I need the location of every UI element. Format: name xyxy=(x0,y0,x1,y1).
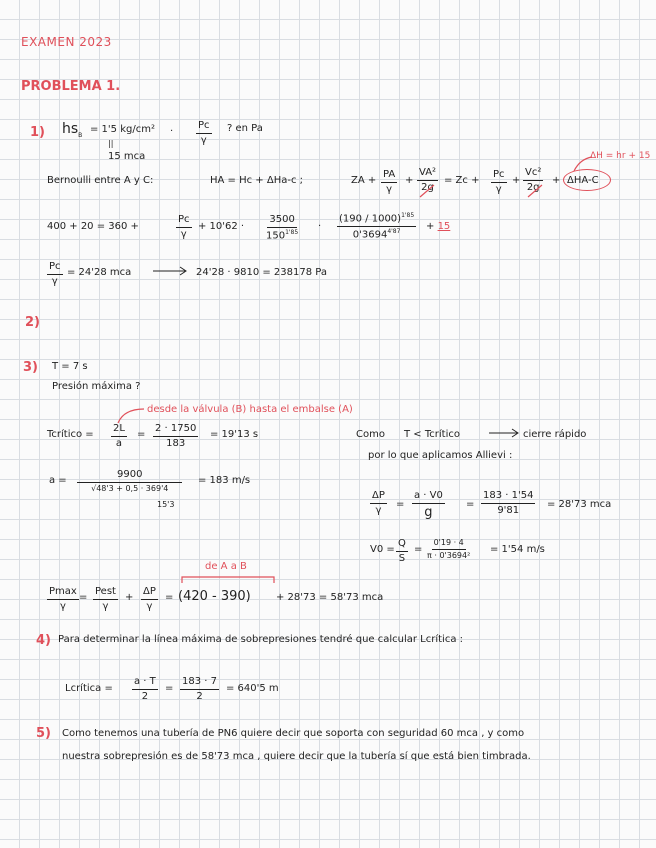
hs-subscript: B xyxy=(78,131,83,139)
gamma-denominator: γ xyxy=(51,276,58,287)
pc-over-gamma-3 xyxy=(176,215,192,240)
den-3694: 0'3694 xyxy=(352,229,388,241)
frac-av0-g xyxy=(412,491,445,519)
frac-dp-gamma xyxy=(370,491,387,516)
frac-019-pi xyxy=(427,539,470,560)
num-190: (190 / 1000) xyxy=(339,213,402,225)
delta-h-ac: ΔHA-C xyxy=(567,175,599,186)
frac-celerity xyxy=(77,470,182,493)
frac-190 xyxy=(337,213,416,241)
num-q: Q xyxy=(396,539,408,552)
hs-mca: 15 mca xyxy=(108,151,146,162)
hs-label xyxy=(62,122,82,139)
t-less-tcrit: T < Tcrítico xyxy=(404,429,460,440)
gamma-denominator: γ xyxy=(200,135,207,146)
twog-denominator: 2g xyxy=(526,182,540,193)
plus-sign-2: + xyxy=(512,175,521,186)
frac-pest xyxy=(93,587,118,612)
equals-6: = xyxy=(165,592,174,603)
den-2b: 2 xyxy=(196,691,203,702)
den-153: 15'3 xyxy=(157,500,175,509)
note-a-to-b: de A a B xyxy=(205,561,247,572)
pa-numerator: PA xyxy=(381,170,397,183)
num-at: a · T xyxy=(132,677,158,690)
num-183x7: 183 · 7 xyxy=(180,677,219,690)
t-value: T = 7 s xyxy=(52,361,88,372)
equals-mark: || xyxy=(108,139,114,148)
num-3500: 3500 xyxy=(267,215,296,228)
gamma-denominator: γ xyxy=(102,601,109,612)
den-183: 183 xyxy=(166,438,186,449)
pc-numerator: Pc xyxy=(47,262,63,275)
lcrit-result: = 640'5 m xyxy=(226,683,279,694)
hs-symbol: hs xyxy=(62,121,79,137)
line2-start: 400 + 20 = 360 + xyxy=(47,221,139,232)
pc-numerator: Pc xyxy=(196,121,212,134)
frac-3500-183 xyxy=(153,424,198,449)
equals-2: = xyxy=(396,499,405,510)
frac-at-2 xyxy=(132,677,158,702)
equals-1: = xyxy=(137,429,146,440)
gamma-denominator: γ xyxy=(386,184,393,195)
equals-4: = xyxy=(414,544,423,555)
twog-denominator: 2g xyxy=(421,182,434,193)
tcrit-label: Tcrítico = xyxy=(47,429,94,440)
pc-over-gamma xyxy=(196,121,212,146)
hs-value: = 1'5 kg/cm² xyxy=(90,124,155,135)
gamma-denominator: γ xyxy=(59,601,66,612)
bernoulli-label: Bernoulli entre A y C: xyxy=(47,175,154,186)
gamma-denominator: γ xyxy=(180,229,187,240)
num-dp: ΔP xyxy=(141,587,158,600)
frac-3500 xyxy=(266,215,298,241)
den-2: 2 xyxy=(141,691,149,702)
exam-title: EXAMEN 2023 xyxy=(21,35,112,49)
num-019: 0'19 · 4 xyxy=(432,539,466,550)
num-9900: 9900 xyxy=(77,470,182,483)
frac-183x7 xyxy=(180,677,219,702)
bernoulli-eq1: HA = Hc + ΔHa-c ; xyxy=(210,175,303,186)
note-valve: desde la válvula (B) hasta el embalse (A) xyxy=(147,404,353,415)
dp-result: = 28'73 mca xyxy=(547,499,612,510)
problem-title: PROBLEMA 1. xyxy=(21,79,121,94)
note-delta-h: ΔH = hr + 15 xyxy=(590,151,651,161)
strike-marks-icon xyxy=(418,183,548,199)
lcrit-label: Lcrítica = xyxy=(65,683,113,694)
v0-label: V0 = xyxy=(370,544,395,555)
num-pmax: Pmax xyxy=(47,587,79,600)
frac-2l-a xyxy=(111,424,127,449)
exp-185b: 1'85 xyxy=(401,212,415,219)
item-5-number: 5) xyxy=(36,726,51,741)
gamma-denominator: γ xyxy=(495,184,502,195)
den-a: a xyxy=(115,438,123,449)
plus-sign-3: + xyxy=(552,175,561,186)
result-mca: = 24'28 mca xyxy=(67,267,132,278)
num-dp: ΔP xyxy=(370,491,387,504)
frac-pmax xyxy=(47,587,79,612)
gamma-denominator: γ xyxy=(375,505,382,516)
va2-numerator: VA² xyxy=(417,168,438,181)
dot-sep: . xyxy=(170,123,174,134)
tcrit-result: = 19'13 s xyxy=(210,429,259,440)
equals-7: = xyxy=(165,683,174,694)
pressure-question: Presión máxima ? xyxy=(52,381,141,392)
equals-3: = xyxy=(466,499,475,510)
gamma-denominator: γ xyxy=(146,601,153,612)
den-g: g xyxy=(424,505,433,520)
bernoulli-za: ZA + xyxy=(351,175,377,186)
a-label: a = xyxy=(49,475,67,486)
den-150: 150 xyxy=(266,230,286,242)
unknown-pa: ? en Pa xyxy=(227,123,263,134)
item-3-number: 3) xyxy=(23,360,38,375)
plus-15: + 15 xyxy=(426,221,451,232)
exp-487: 4'87 xyxy=(387,228,401,236)
equals-5: = xyxy=(79,592,88,603)
num-2l: 2L xyxy=(111,424,127,437)
plus-sign-4: + xyxy=(125,592,134,603)
item-5-line1: Como tenemos una tubería de PN6 quiere decir que soporta con seguridad 60 mca , y como xyxy=(62,728,525,739)
line2-mid: + 10'62 · xyxy=(198,221,245,232)
paren-diff: (420 - 390) xyxy=(178,589,251,604)
den-981: 9'81 xyxy=(497,505,520,516)
item-1-number: 1) xyxy=(30,125,45,140)
pc-over-gamma-4 xyxy=(47,262,63,287)
bracket-icon xyxy=(180,574,276,584)
arrow-right-icon-2 xyxy=(488,428,520,438)
num-183x154: 183 · 1'54 xyxy=(481,491,535,504)
den-pi: π · 0'3694² xyxy=(427,551,471,560)
exp-185: 1'85 xyxy=(285,229,299,236)
bernoulli-zc: = Zc + xyxy=(444,175,480,186)
vc2-numerator: Vc² xyxy=(523,168,543,181)
val-15: 15 xyxy=(437,221,451,232)
frac-q-s xyxy=(396,539,408,564)
pc-numerator: Pc xyxy=(491,170,507,183)
item-4-number: 4) xyxy=(36,633,51,648)
por-lo-que: por lo que aplicamos Allievi : xyxy=(368,450,513,461)
arrow-right-icon xyxy=(152,266,188,276)
result-pa: 24'28 · 9810 = 238178 Pa xyxy=(196,267,327,278)
pmax-result: + 28'73 = 58'73 mca xyxy=(276,592,384,603)
v0-result: = 1'54 m/s xyxy=(490,544,545,555)
plus-sign: + xyxy=(405,175,414,186)
frac-183-154 xyxy=(481,491,535,516)
pc-numerator: Pc xyxy=(176,215,192,228)
como-label: Como xyxy=(356,429,385,440)
item-2-number: 2) xyxy=(25,315,40,330)
item-5-line2: nuestra sobrepresión es de 58'73 mca , quiere decir que la tubería sí que está bien timbrada. xyxy=(62,751,531,762)
num-av0: a · V0 xyxy=(412,491,445,504)
dot-mult: · xyxy=(318,221,322,232)
pa-over-gamma xyxy=(381,170,397,195)
num-2x1750: 2 · 1750 xyxy=(153,424,198,437)
den-sqrt: √48'3 + 0,5 · 369'4 xyxy=(91,484,169,493)
cierre-rapido: cierre rápido xyxy=(523,429,587,440)
den-s: S xyxy=(398,553,406,564)
frac-dp-2 xyxy=(141,587,158,612)
item-4-text: Para determinar la línea máxima de sobrepresiones tendré que calcular Lcrítica : xyxy=(58,634,464,645)
a-result: = 183 m/s xyxy=(198,475,251,486)
num-pest: Pest xyxy=(93,587,118,600)
